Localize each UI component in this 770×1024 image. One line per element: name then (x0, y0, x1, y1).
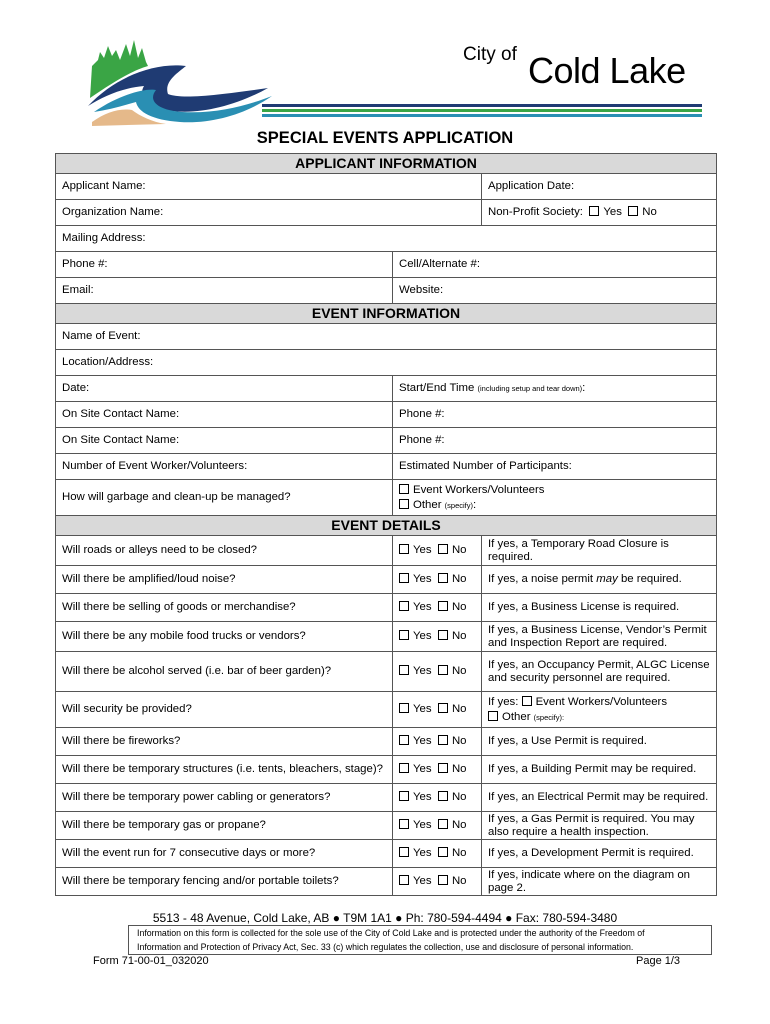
yes-no-checkboxes[interactable]: Yes No (393, 728, 482, 756)
yes-no-checkboxes[interactable]: Yes No (393, 692, 482, 728)
page-number: Page 1/3 (636, 955, 681, 967)
section-heading-applicant: APPLICANT INFORMATION (56, 154, 717, 174)
yes-no-checkboxes[interactable]: Yes No (393, 812, 482, 840)
garbage-options (393, 480, 717, 516)
applicant-name-field[interactable]: Applicant Name: (56, 174, 482, 200)
application-form-table (55, 153, 717, 896)
details-row: Will the event run for 7 consecutive days or more? Yes No If yes, a Development Permit is required. (56, 840, 717, 868)
event-name-field[interactable]: Name of Event: (56, 324, 717, 350)
yes-no-checkboxes[interactable]: Yes No (393, 652, 482, 692)
security-other-checkbox[interactable]: Other (specify): (488, 711, 564, 723)
yes-no-checkboxes[interactable]: Yes No (393, 868, 482, 896)
workers-field[interactable]: Number of Event Worker/Volunteers: (56, 454, 393, 480)
nonprofit-no-checkbox[interactable]: No (625, 206, 657, 218)
header-stripes (262, 104, 702, 120)
mailing-address-field[interactable]: Mailing Address: (56, 226, 717, 252)
details-row: Will there be fireworks? Yes No If yes, a Use Permit is required. (56, 728, 717, 756)
section-heading-event: EVENT INFORMATION (56, 304, 717, 324)
website-field[interactable]: Website: (393, 278, 717, 304)
yes-no-checkboxes[interactable]: Yes No (393, 622, 482, 652)
organization-name-field[interactable]: Organization Name: (56, 200, 482, 226)
yes-no-checkboxes[interactable]: Yes No (393, 566, 482, 594)
form-title: SPECIAL EVENTS APPLICATION (256, 129, 514, 147)
garbage-workers-checkbox[interactable]: Event Workers/Volunteers (399, 483, 710, 498)
details-row: Will there be temporary gas or propane? Yes No If yes, a Gas Permit is required. You may also require a health inspection. (56, 812, 717, 840)
onsite-contact-2-field[interactable]: On Site Contact Name: (56, 428, 393, 454)
security-workers-checkbox[interactable]: Event Workers/Volunteers (522, 696, 667, 708)
phone-field[interactable]: Phone #: (56, 252, 393, 278)
details-row: Will there be temporary structures (i.e. tents, bleachers, stage)? Yes No If yes, a Building Permit may be required. (56, 756, 717, 784)
onsite-phone-1-field[interactable]: Phone #: (393, 402, 717, 428)
privacy-notice: Information on this form is collected for the sole use of the City of Cold Lake and is protected under the authority of the Freedom of Information and Protection of Privacy Act, Sec. 33 (c) which regulates the collection, use and disclosure of personal information. (128, 925, 712, 955)
nonprofit-yes-checkbox[interactable]: Yes (586, 206, 622, 218)
onsite-contact-1-field[interactable]: On Site Contact Name: (56, 402, 393, 428)
details-row: Will there be temporary power cabling or generators? Yes No If yes, an Electrical Permit may be required. (56, 784, 717, 812)
details-row: Will there be selling of goods or merchandise? Yes No If yes, a Business License is required. (56, 594, 717, 622)
city-of-text: City of (463, 44, 517, 65)
section-heading-details: EVENT DETAILS (56, 516, 717, 536)
details-row: Will there be temporary fencing and/or portable toilets? Yes No If yes, indicate where on the diagram on page 2. (56, 868, 717, 896)
application-date-field[interactable]: Application Date: (482, 174, 717, 200)
details-row: Will there be amplified/loud noise? Yes No If yes, a noise permit may be required. (56, 566, 717, 594)
city-logo (86, 36, 272, 126)
onsite-phone-2-field[interactable]: Phone #: (393, 428, 717, 454)
yes-no-checkboxes[interactable]: Yes No (393, 784, 482, 812)
garbage-other-checkbox[interactable]: Other (specify): (399, 498, 710, 513)
details-row: Will roads or alleys need to be closed? Yes No If yes, a Temporary Road Closure is required. (56, 536, 717, 566)
yes-no-checkboxes[interactable]: Yes No (393, 536, 482, 566)
participants-field[interactable]: Estimated Number of Participants: (393, 454, 717, 480)
start-end-time-field[interactable]: Start/End Time (including setup and tear down): (393, 376, 717, 402)
yes-no-checkboxes[interactable]: Yes No (393, 756, 482, 784)
date-field[interactable]: Date: (56, 376, 393, 402)
nonprofit-field: Non-Profit Society: Yes No (482, 200, 717, 226)
yes-no-checkboxes[interactable]: Yes No (393, 840, 482, 868)
garbage-question: How will garbage and clean-up be managed? (56, 480, 393, 516)
details-row: Will security be provided? Yes No If yes: Event Workers/Volunteers Other (specify): (56, 692, 717, 728)
cell-field[interactable]: Cell/Alternate #: (393, 252, 717, 278)
location-field[interactable]: Location/Address: (56, 350, 717, 376)
email-field[interactable]: Email: (56, 278, 393, 304)
cold-lake-text: Cold Lake (528, 50, 686, 91)
details-row: Will there be any mobile food trucks or vendors? Yes No If yes, a Business License, Vendor’s Permit and Inspection Report are required. (56, 622, 717, 652)
details-row: Will there be alcohol served (i.e. bar of beer garden)? Yes No If yes, an Occupancy Permit, ALGC License and security personnel are required. (56, 652, 717, 692)
yes-no-checkboxes[interactable]: Yes No (393, 594, 482, 622)
footer-address: 5513 - 48 Avenue, Cold Lake, AB ● T9M 1A1 ● Ph: 780-594-4494 ● Fax: 780-594-3480 (152, 911, 618, 925)
form-number: Form 71-00-01_032020 (93, 955, 209, 967)
